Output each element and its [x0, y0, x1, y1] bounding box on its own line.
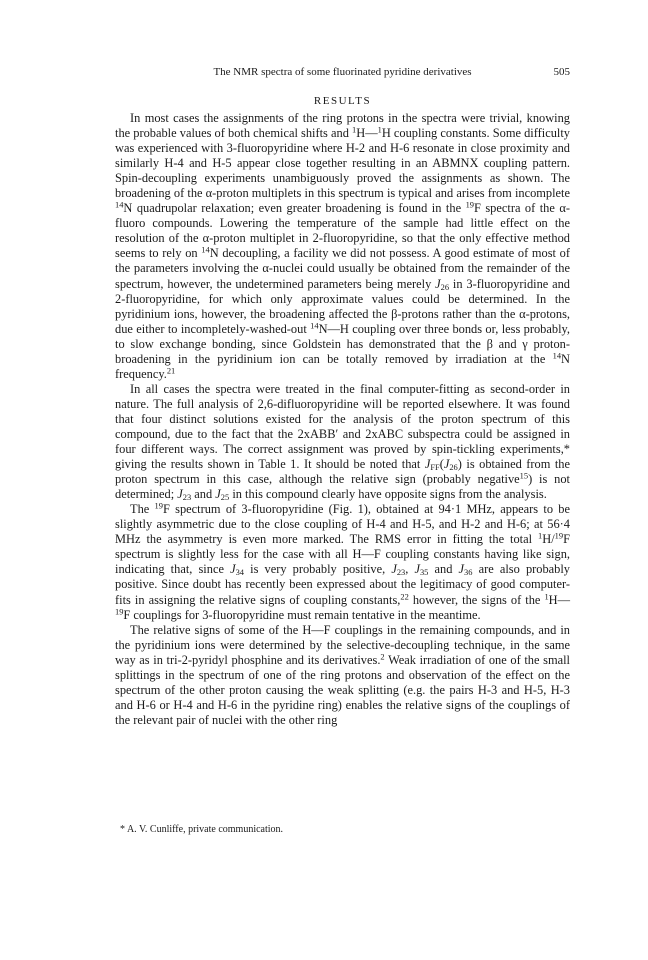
footnote: * A. V. Cunliffe, private communication. — [120, 824, 284, 835]
page-number: 505 — [553, 66, 570, 78]
section-heading: RESULTS — [313, 95, 372, 107]
paragraph-3: The $^{19}$F spectrum of 3-fluoropyridine (Fig. 1), obtained at 94·1 MHz, appears to be slightly asymmetric due to the close coupling of H-4 and H-5, and H-2 and H-6; at 56·4 MHz the asymmetry is even more marked. The RMS error in fitting the total $^1$H/$^{19}$F spectrum is slightly less for the case with all H—F coupling constants having like sign, indicating that, since $J_{34}$ is very probably positive, $J_{23}$, $J_{35}$ and $J_{36}$ are also probably positive. Since doubt has recently been expressed about the legitimacy of good computer-fits in assigning the relative signs of coupling constants,$^{22}$ however, the signs of the $^1$H—$^{19}$F couplings for 3-fluoropyridine must remain tentative in the meantime. — [115, 500, 571, 622]
body-text — [115, 111, 570, 728]
paragraph-1: In most cases the assignments of the ring protons in the spectra were trivial, knowing the probable values of both chemical shifts and $^1$H—$^1$H coupling constants. Some difficulty was experienced with 3-fluoropyridine where H-2 and H-6 resonate in close proximity and similarly H-4 and H-5 appear close together resulting in an ABMNX coupling pattern. Spin-decoupling experiments unambiguously proved the assignments as shown. The broadening of the α-proton multiplets in this spectrum is typical and arises from incomplete $^{14}$N quadrupolar relaxation; even greater broadening is found in the $^{19}$F spectra of the α-fluoro compounds. Lowering the temperature of the sample had little effect on the resolution of the α-proton multiplet in 2-fluoropyridine, so that the only effective method seems to rely on $^{14}$N decoupling, a facility we did not possess. A good estimate of most of the parameters involving the α-nuclei could usually be obtained from the remainder of the spectrum, however, the undetermined parameters being merely $J_{26}$ in 3-fluoropyridine and 2-fluoropyridine, for which only approximate values could be determined. In the pyridinium ions, however, the broadening affected the β-protons rather than the α-protons, due either to incompletely-washed-out $^{14}$N—H coupling over three bonds or, less probably, to slow exchange bonding, since Goldstein has demonstrated that the β and γ proton-broadening in the pyridinium ion can be totally removed by irradiation at the $^{14}$N frequency.$^{21}$ — [115, 111, 571, 381]
running-title: The NMR spectra of some fluorinated pyridine derivatives — [213, 66, 472, 78]
running-header — [115, 63, 570, 81]
paragraph-4: The relative signs of some of the H—F couplings in the remaining compounds, and in the pyridinium ions were determined by the selective-decoupling technique, in the same way as in tri-2-pyridyl phosphine and its derivatives.$^2$ Weak irradiation of one of the small splittings in the spectrum of one of the ring protons and observation of the effect on the spectrum of the other proton causing the weak splitting (e.g. the pairs H-3 and H-5, H-3 and H-6 or H-4 and H-6 in the pyridine ring) enables the relative signs of the couplings of the relevant pair of nuclei with the other ring — [115, 622, 571, 727]
paragraph-2: In all cases the spectra were treated in the final computer-fitting as second-order in nature. The full analysis of 2,6-difluoropyridine will be reported elsewhere. It was found that four distinct solutions existed for the analysis of the proton spectrum of this compound, due to the fact that the 2xABB′ and 2xABC subspectra could be assigned in four different ways. The correct assignment was proved by spin-tickling experiments,* giving the results shown in Table 1. It should be noted that $J_{FF}(J_{26})$ is obtained from the proton spectrum in this case, although the relative sign (probably negative$^{15}$) is not determined; $J_{23}$ and $J_{25}$ in this compound clearly have opposite signs from the analysis. — [115, 381, 570, 503]
